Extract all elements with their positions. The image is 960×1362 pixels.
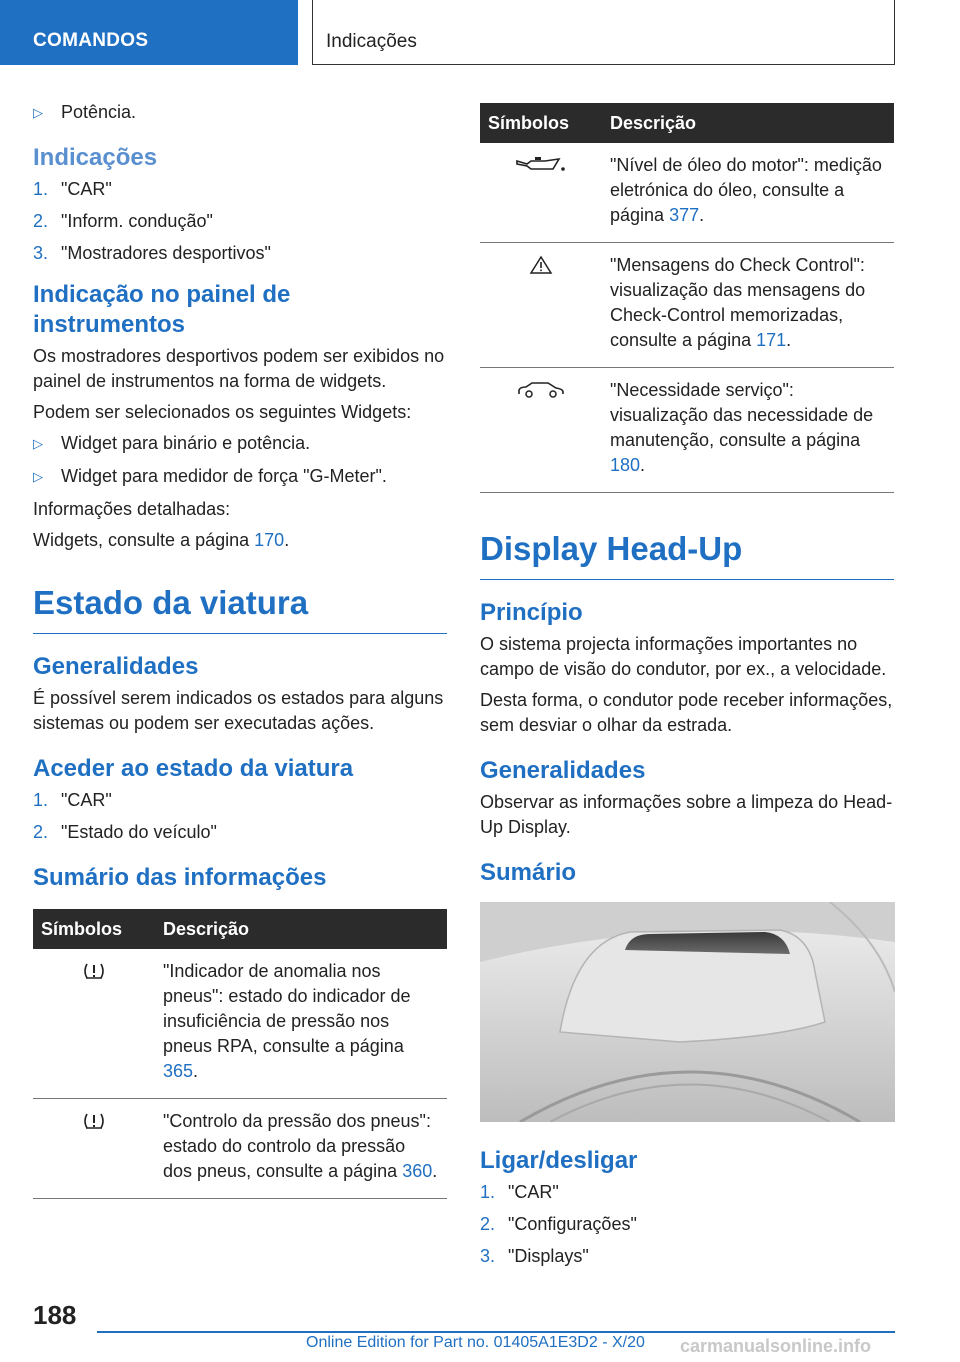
paragraph: Os mostradores desportivos podem ser exibidos no painel de instrumentos na forma de widgets.	[33, 346, 445, 391]
paragraph: Observar as informações sobre a limpeza do Head-Up Display.	[480, 792, 893, 837]
heading-display-headup: Display Head-Up	[480, 529, 894, 580]
table-header: Descrição	[602, 103, 894, 143]
paragraph: Widgets, consulte a página 170.	[33, 530, 290, 550]
list-aceder	[33, 788, 447, 845]
list-item: 3. "Mostradores desportivos"	[33, 243, 271, 263]
page-link[interactable]: 180	[610, 455, 641, 475]
chapter-title: Indicações	[326, 31, 417, 52]
heading-principio: Princípio	[480, 599, 583, 626]
symbols-table	[33, 909, 447, 1199]
page-link[interactable]: 171	[756, 330, 787, 350]
list-item: 3. "Displays"	[480, 1246, 589, 1266]
page-link[interactable]: 360	[402, 1161, 433, 1181]
symbols-table	[480, 103, 894, 493]
table-cell: "Nível de óleo do motor": medição eletrónica do óleo, consulte a página 377.	[602, 143, 894, 243]
heading-aceder: Aceder ao estado da viatura	[33, 755, 354, 782]
table-header: Símbolos	[480, 103, 602, 143]
heading-painel: Indicação no painel de instrumentos	[33, 281, 291, 338]
bullet-item: ▷ Widget para medidor de força "G-Meter".	[33, 464, 447, 489]
list-item: 1. "CAR"	[480, 1182, 559, 1202]
heading-generalidades: Generalidades	[33, 653, 199, 680]
triangle-bullet-icon: ▷	[33, 469, 43, 484]
section-title: COMANDOS	[33, 30, 149, 51]
page-link[interactable]: 365	[163, 1061, 194, 1081]
tire-pressure-warning-icon	[33, 1099, 155, 1199]
watermark: carmanualsonline.info	[680, 1336, 872, 1356]
paragraph: Desta forma, o condutor pode receber informações, sem desviar o olhar da estrada.	[480, 690, 893, 735]
bullet-item: ▷ Potência.	[33, 100, 447, 125]
table-row	[480, 368, 894, 493]
section-tab	[0, 0, 298, 65]
list-item: 2. "Inform. condução"	[33, 211, 213, 231]
paragraph: Informações detalhadas:	[33, 499, 231, 519]
list-item: 1. "CAR"	[33, 179, 112, 199]
right-column	[480, 103, 894, 1276]
table-cell: "Indicador de anomalia nos pneus": estado do indicador de insuficiência de pressão nos pneus RPA, consulte a página 365.	[155, 949, 447, 1099]
chapter-tab	[312, 0, 895, 65]
list-item: 2. "Configurações"	[480, 1214, 637, 1234]
heading-estado-viatura: Estado da viatura	[33, 583, 447, 634]
heading-ligar-desligar: Ligar/desligar	[480, 1147, 638, 1174]
list-item: 2. "Estado do veículo"	[33, 822, 217, 842]
list-ligar	[480, 1180, 894, 1269]
table-header: Símbolos	[33, 909, 155, 949]
edition-footer: Online Edition for Part no. 01405A1E3D2 - X/20	[306, 1334, 645, 1351]
table-row	[480, 143, 894, 243]
table-row	[33, 1099, 447, 1199]
heading-sumario: Sumário	[480, 859, 577, 886]
warning-triangle-icon	[480, 243, 602, 368]
page-link[interactable]: 377	[669, 205, 700, 225]
tire-pressure-warning-icon	[33, 949, 155, 1099]
table-cell: "Necessidade serviço": visualização das necessidade de manutenção, consulte a página 180.	[602, 368, 894, 493]
heading-generalidades: Generalidades	[480, 757, 646, 784]
left-column	[33, 100, 447, 1199]
table-header-row	[480, 103, 894, 143]
heading-sumario-info: Sumário das informações	[33, 864, 327, 891]
heading-indicacoes: Indicações	[33, 144, 158, 171]
page-number: 188	[33, 1300, 77, 1330]
headup-display-photo	[480, 902, 895, 1122]
paragraph: É possível serem indicados os estados para alguns sistemas ou podem ser executadas ações.	[33, 688, 444, 733]
oil-can-icon	[480, 143, 602, 243]
paragraph: Podem ser selecionados os seguintes Widgets:	[33, 402, 412, 422]
table-cell: "Mensagens do Check Control": visualização das mensagens do Check-Control memorizadas, consulte a página 171.	[602, 243, 894, 368]
table-header-row	[33, 909, 447, 949]
triangle-bullet-icon: ▷	[33, 105, 43, 120]
car-service-icon	[480, 368, 602, 493]
triangle-bullet-icon: ▷	[33, 436, 43, 451]
table-row	[33, 949, 447, 1099]
table-header: Descrição	[155, 909, 447, 949]
bullet-item: ▷ Widget para binário e potência.	[33, 431, 447, 456]
table-row	[480, 243, 894, 368]
page-link[interactable]: 170	[254, 530, 285, 550]
list-item: 1. "CAR"	[33, 790, 112, 810]
paragraph: O sistema projecta informações importantes no campo de visão do condutor, por ex., a velocidade.	[480, 634, 887, 679]
footer-divider	[97, 1331, 895, 1333]
list-indicacoes	[33, 177, 447, 266]
table-cell: "Controlo da pressão dos pneus": estado do controlo da pressão dos pneus, consulte a página 360.	[155, 1099, 447, 1199]
